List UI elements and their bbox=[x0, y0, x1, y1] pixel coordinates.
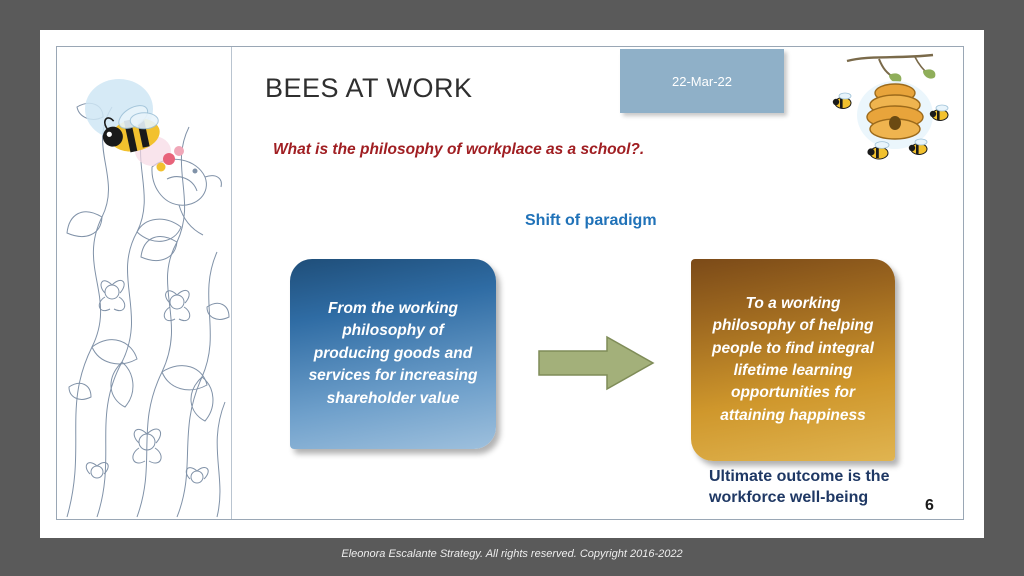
page-title: BEES AT WORK bbox=[265, 73, 473, 103]
paradigm-label: Shift of paradigm bbox=[525, 212, 657, 229]
floral-line-art-icon bbox=[57, 47, 231, 519]
from-philosophy-box: From the working philosophy of producing goods and services for increasing shareholder value bbox=[290, 259, 496, 449]
bee-illustration-icon bbox=[85, 79, 184, 172]
to-philosophy-box: To a working philosophy of helping people to find integral lifetime learning opportunities for attaining happiness bbox=[691, 259, 895, 461]
decorative-art-panel bbox=[57, 47, 232, 519]
footer-copyright: Eleonora Escalante Strategy. All rights reserved. Copyright 2016-2022 bbox=[341, 548, 683, 560]
date-badge: 22-Mar-22 bbox=[620, 49, 784, 113]
page-number: 6 bbox=[925, 497, 934, 514]
right-arrow-icon bbox=[537, 335, 657, 391]
question-text: What is the philosophy of workplace as a school?. bbox=[273, 141, 645, 158]
outcome-text: Ultimate outcome is the workforce well-being bbox=[709, 468, 890, 506]
slide-frame bbox=[40, 30, 984, 538]
slide-canvas bbox=[56, 46, 964, 520]
beehive-illustration-icon bbox=[827, 53, 957, 171]
